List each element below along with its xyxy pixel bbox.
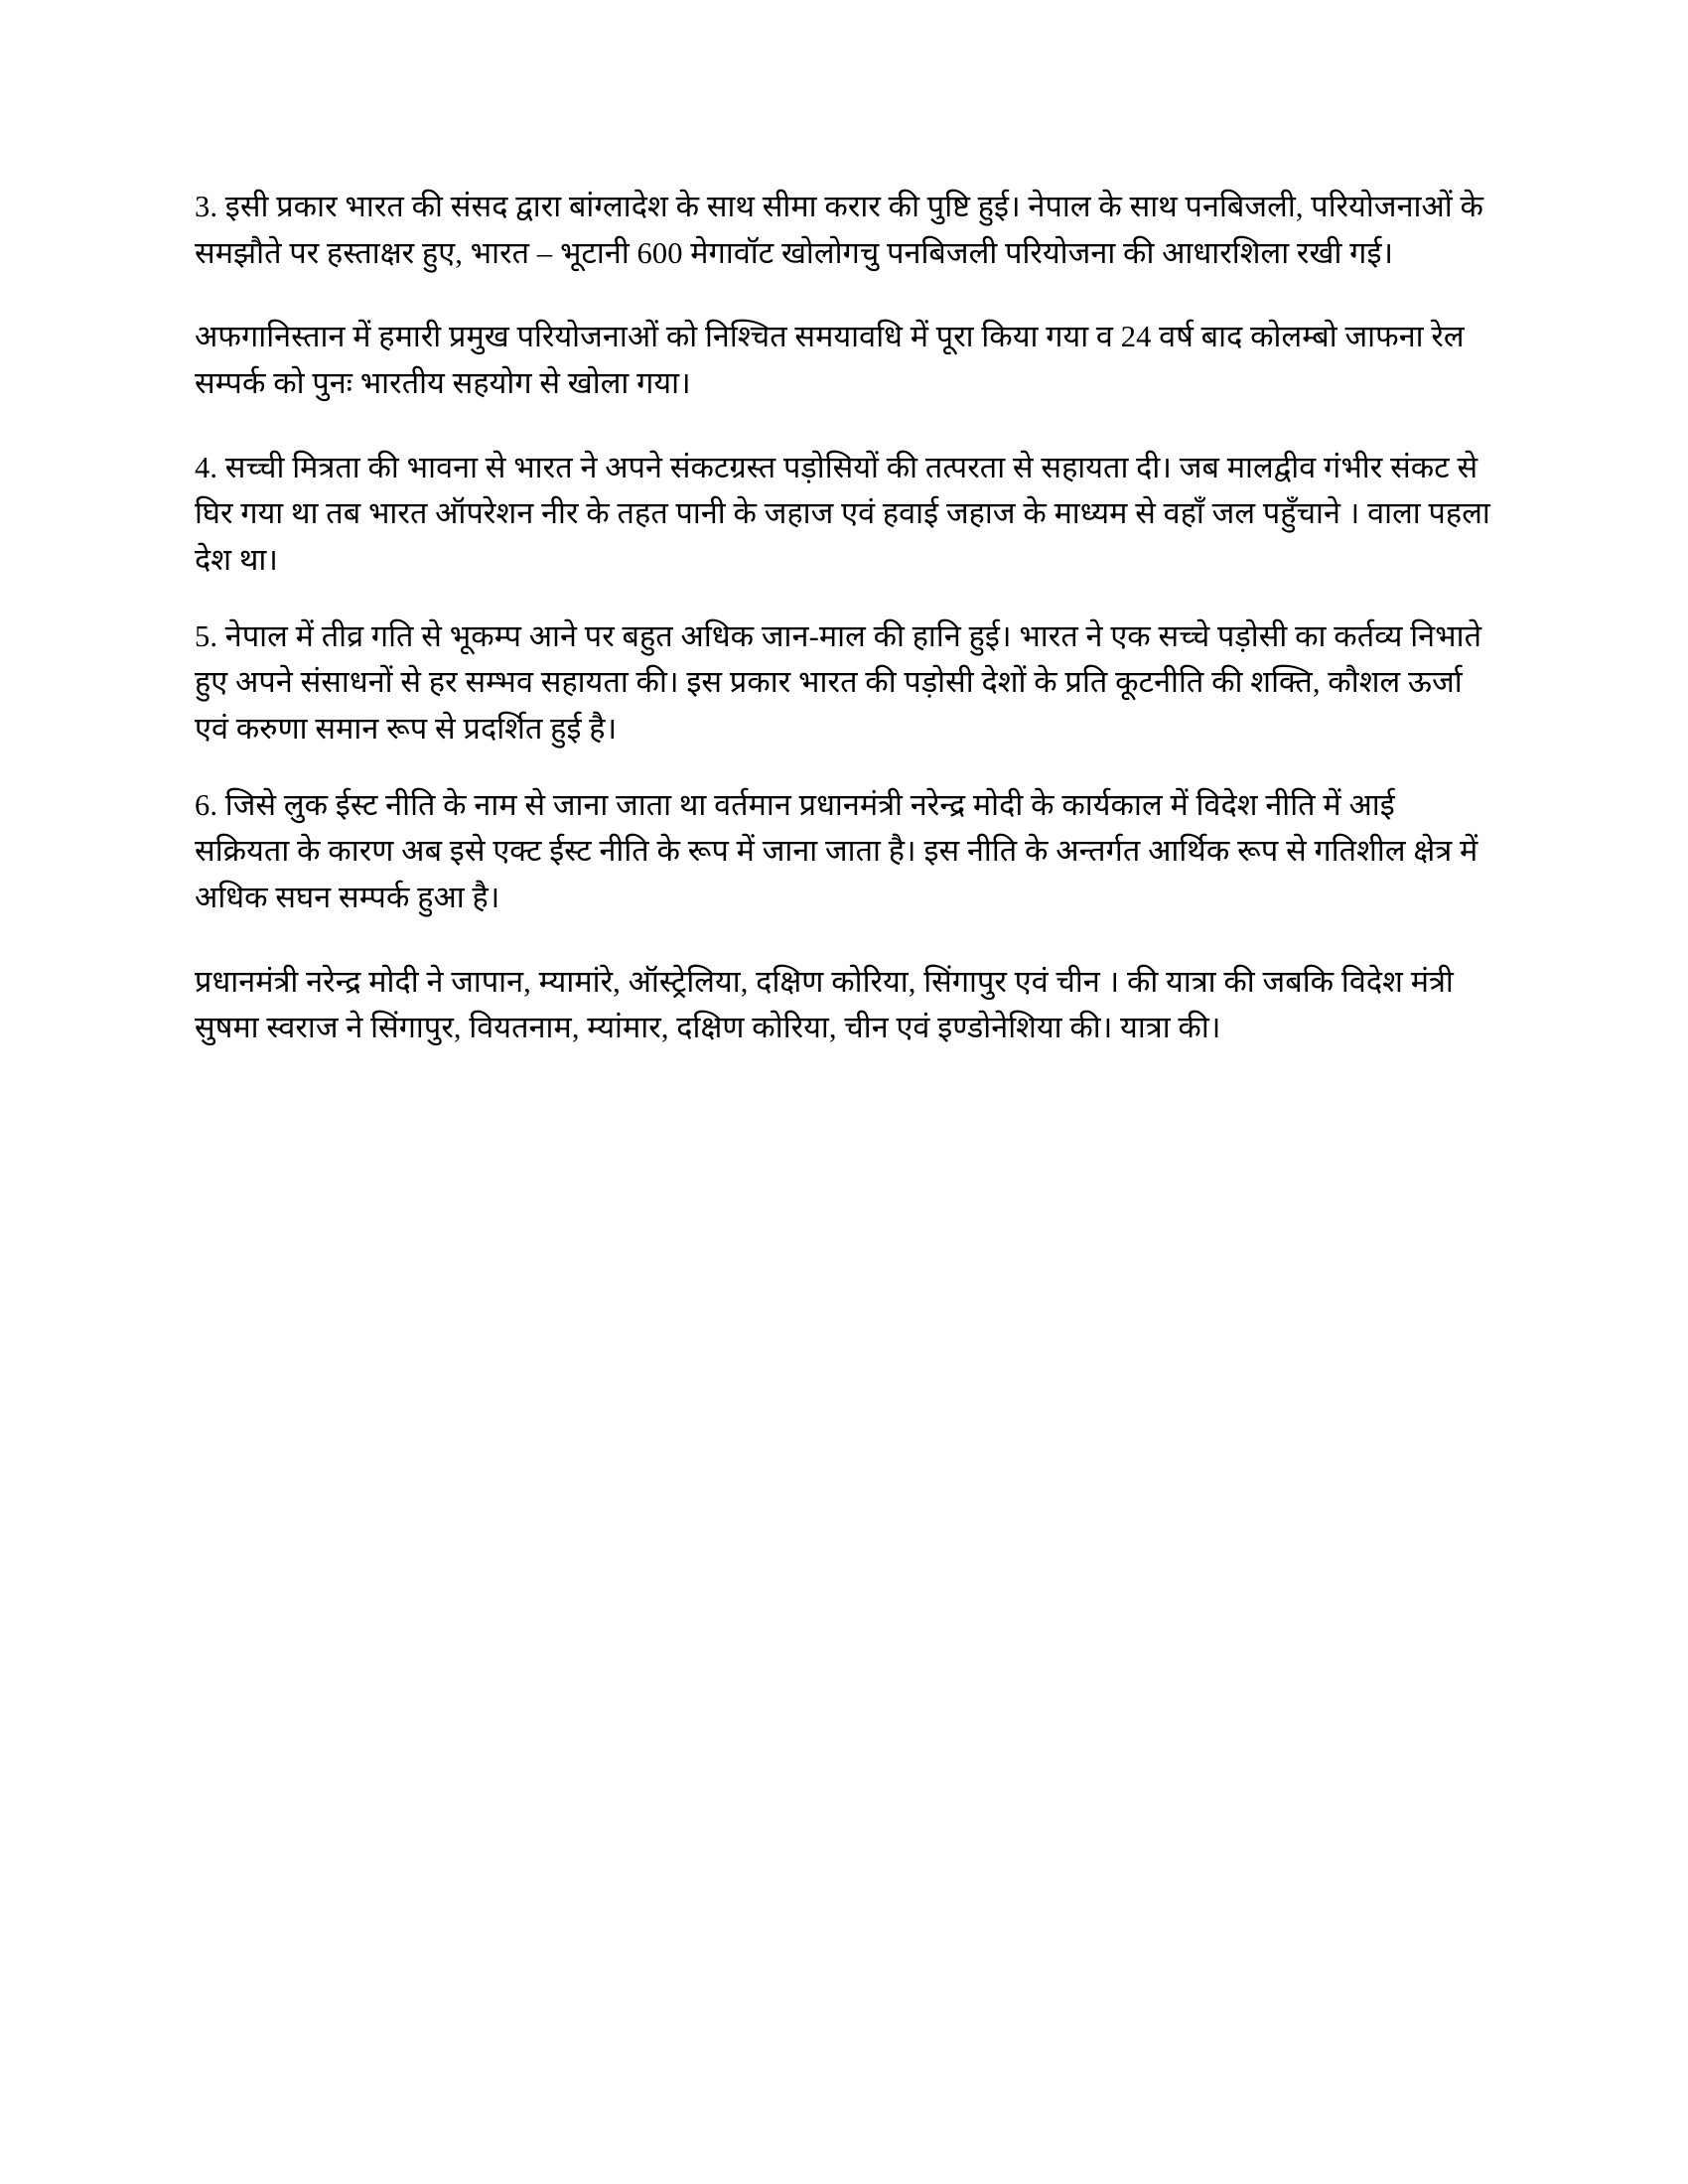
paragraph-border-agreement: 3. इसी प्रकार भारत की संसद द्वारा बांग्लादेश के साथ सीमा करार की पुष्टि हुई। नेपाल के साथ पनबिजली, परियोजनाओं के समझौते पर हस्ताक्षर हुए, भारत – भूटानी 600 मेगावॉट खोलोगचु पनबिजली परियोजना की आधारशिला रखी गई। bbox=[195, 190, 1484, 270]
paragraph-act-east-policy: 6. जिसे लुक ईस्ट नीति के नाम से जाना जाता था वर्तमान प्रधानमंत्री नरेन्द्र मोदी के कार्यकाल में विदेश नीति में आई सक्रियता के कारण अब इसे एक्ट ईस्ट नीति के रूप में जाना जाता है। इस नीति के अन्तर्गत आर्थिक रूप से गतिशील क्षेत्र में अधिक सघन सम्पर्क हुआ है। bbox=[195, 787, 1478, 914]
document-body bbox=[195, 184, 1495, 1051]
paragraph-nepal-earthquake: 5. नेपाल में तीव्र गति से भूकम्प आने पर बहुत अधिक जान-माल की हानि हुई। भारत ने एक सच्चे पड़ोसी का कर्तव्य निभाते हुए अपने संसाधनों से हर सम्भव सहायता की। इस प्रकार भारत की पड़ोसी देशों के प्रति कूटनीति की शक्ति, कौशल ऊर्जा एवं करुणा समान रूप से प्रदर्शित हुई है। bbox=[195, 618, 1482, 746]
paragraph-afghanistan-projects: अफगानिस्तान में हमारी प्रमुख परियोजनाओं को निश्चित समयावधि में पूरा किया गया व 24 वर्ष बाद कोलम्बो जाफना रेल सम्पर्क को पुनः भारतीय सहयोग से खोला गया। bbox=[195, 320, 1465, 400]
paragraph-leader-visits: प्रधानमंत्री नरेन्द्र मोदी ने जापान, म्यामांरे, ऑस्ट्रेलिया, दक्षिण कोरिया, सिंगापुर एवं चीन । की यात्रा की जबकि विदेश मंत्री सुषमा स्वराज ने सिंगापुर, वियतनाम, म्यांमार, दक्षिण कोरिया, चीन एवं इण्डोनेशिया की। यात्रा की। bbox=[195, 964, 1454, 1045]
paragraph-maldives-operation-neer: 4. सच्ची मित्रता की भावना से भारत ने अपने संकटग्रस्त पड़ोसियों की तत्परता से सहायता दी। जब मालद्वीव गंभीर संकट से घिर गया था तब भारत ऑपरेशन नीर के तहत पानी के जहाज एवं हवाई जहाज के माध्यम से वहाँ जल पहुँचाने । वाला पहला देश था। bbox=[195, 450, 1490, 577]
